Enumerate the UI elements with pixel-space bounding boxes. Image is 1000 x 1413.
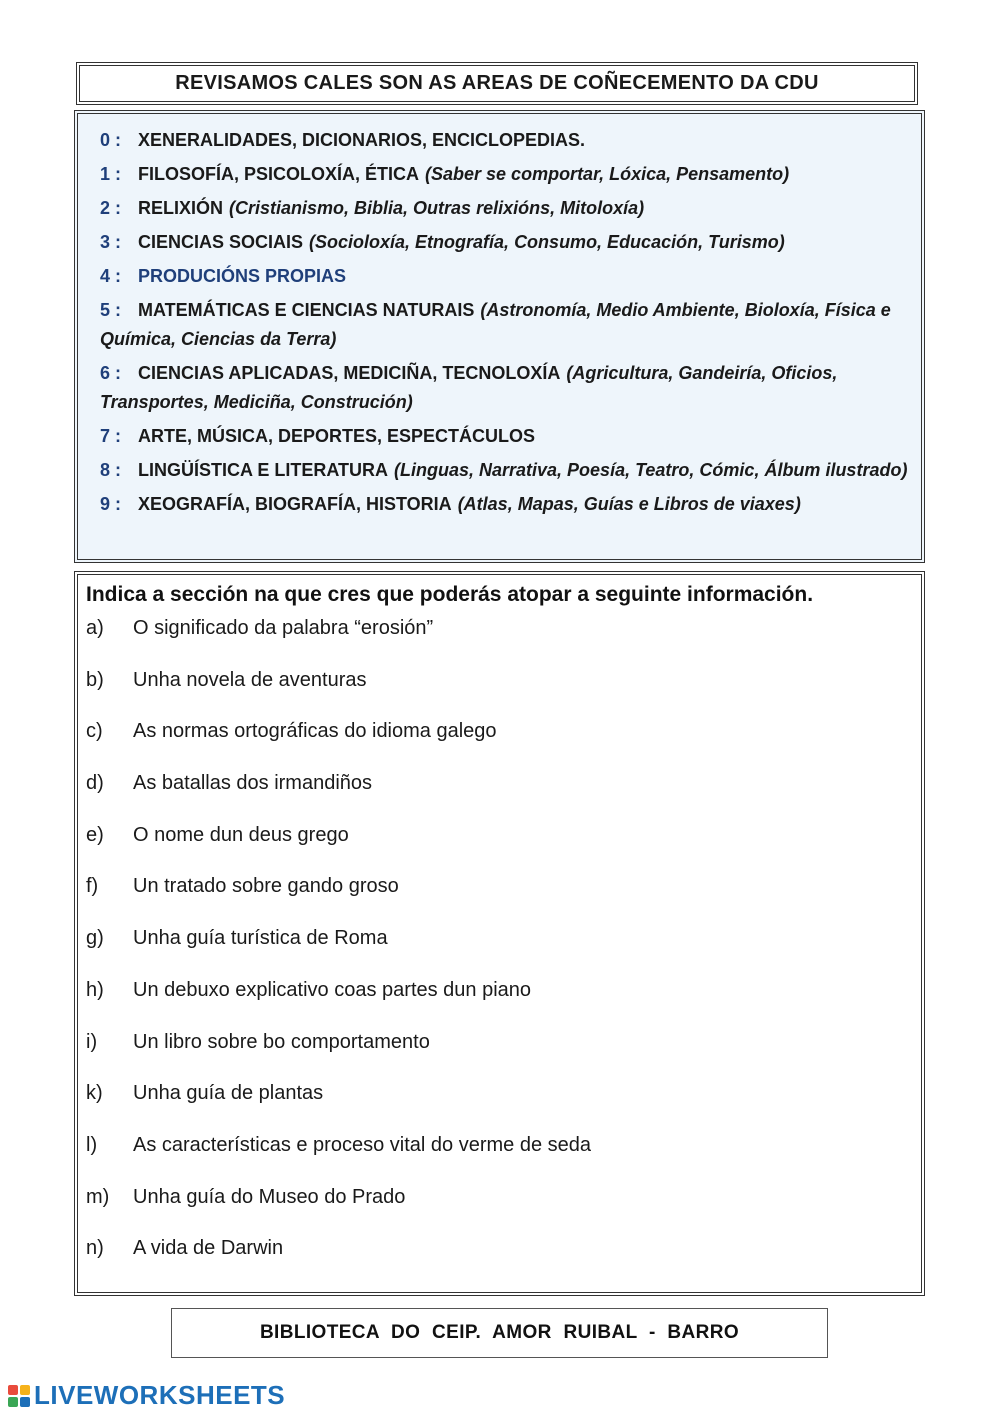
logo-tile xyxy=(8,1397,18,1407)
question-text: O significado da palabra “erosión” xyxy=(133,617,434,639)
cdu-number: 4 : xyxy=(100,266,122,286)
cdu-description: (Agricultura, Gandeiría, Oficios, Transportes, Mediciña, Construción) xyxy=(100,363,838,412)
brand-logo[interactable] xyxy=(8,1380,285,1411)
cdu-description: (Socioloxía, Etnografía, Consumo, Educación, Turismo) xyxy=(309,232,785,252)
cdu-row xyxy=(100,456,911,485)
question-item xyxy=(86,617,913,669)
question-letter: k) xyxy=(86,1082,103,1105)
question-text: Unha guía do Museo do Prado xyxy=(133,1185,406,1208)
cdu-row xyxy=(100,359,911,417)
question-text: A vida de Darwin xyxy=(133,1237,284,1260)
cdu-number: 6 : xyxy=(100,363,122,383)
cdu-name: CIENCIAS SOCIAIS xyxy=(138,232,304,252)
question-text: Un debuxo explicativo coas partes dun piano xyxy=(133,978,532,1001)
cdu-areas-box xyxy=(74,110,925,563)
cdu-name: LINGÜÍSTICA E LITERATURA xyxy=(138,460,388,480)
cdu-row xyxy=(100,296,911,354)
cdu-row xyxy=(100,160,911,189)
footer-text: BIBLIOTECA DO CEIP. AMOR RUIBAL - BARRO xyxy=(259,1322,740,1343)
question-item xyxy=(86,979,913,1031)
question-letter: c) xyxy=(86,720,103,743)
cdu-name: FILOSOFÍA, PSICOLOXÍA, ÉTICA xyxy=(138,164,420,184)
question-item xyxy=(86,824,913,876)
question-letter: f) xyxy=(86,875,99,898)
cdu-row xyxy=(100,126,911,155)
liveworksheets-logo-icon xyxy=(8,1385,30,1407)
question-letter: m) xyxy=(86,1185,110,1208)
logo-tile xyxy=(20,1397,30,1407)
question-text: Unha guía turística de Roma xyxy=(133,927,388,950)
question-letter: n) xyxy=(86,1237,104,1260)
question-text: As normas ortográficas do idioma galego xyxy=(133,720,497,743)
question-letter: d) xyxy=(86,772,104,795)
question-item xyxy=(86,772,913,824)
question-item xyxy=(86,669,913,721)
cdu-number: 1 : xyxy=(100,164,122,184)
cdu-row xyxy=(100,422,911,451)
cdu-number: 8 : xyxy=(100,460,122,480)
question-text: Un tratado sobre gando groso xyxy=(133,875,399,898)
question-item xyxy=(86,720,913,772)
cdu-name: MATEMÁTICAS E CIENCIAS NATURAIS xyxy=(138,300,475,320)
page-title: REVISAMOS CALES SON AS AREAS DE COÑECEMENTO DA CDU xyxy=(175,72,819,94)
cdu-description: (Linguas, Narrativa, Poesía, Teatro, Cómic, Álbum ilustrado) xyxy=(394,460,908,480)
cdu-number: 0 : xyxy=(100,130,122,150)
cdu-row xyxy=(100,228,911,257)
logo-tile xyxy=(20,1385,30,1395)
cdu-name: XEOGRAFÍA, BIOGRAFÍA, HISTORIA xyxy=(138,494,452,514)
question-text: Unha guía de plantas xyxy=(133,1082,324,1105)
question-item xyxy=(86,875,913,927)
question-text: Unha novela de aventuras xyxy=(133,668,367,691)
question-letter: a) xyxy=(86,617,104,639)
question-text: As batallas dos irmandiños xyxy=(133,772,373,795)
brand-name: LIVEWORKSHEETS xyxy=(34,1380,286,1410)
question-letter: l) xyxy=(86,1133,98,1156)
cdu-number: 5 : xyxy=(100,300,122,320)
questions-box xyxy=(74,571,925,1296)
question-item xyxy=(86,1237,913,1289)
question-item xyxy=(86,1082,913,1134)
cdu-name: PRODUCIÓNS PROPIAS xyxy=(138,266,347,286)
question-letter: e) xyxy=(86,823,104,846)
cdu-row xyxy=(100,262,911,291)
question-letter: b) xyxy=(86,668,104,691)
question-letter: h) xyxy=(86,978,104,1001)
question-text: As características e proceso vital do verme de seda xyxy=(133,1133,591,1156)
question-letter: g) xyxy=(86,927,104,950)
cdu-description: (Atlas, Mapas, Guías e Libros de viaxes) xyxy=(457,494,801,514)
logo-tile xyxy=(8,1385,18,1395)
question-letter: i) xyxy=(86,1030,98,1053)
cdu-number: 3 : xyxy=(100,232,122,252)
question-text: Un libro sobre bo comportamento xyxy=(133,1030,430,1053)
cdu-number: 9 : xyxy=(100,494,122,514)
cdu-row xyxy=(100,194,911,223)
cdu-name: XENERALIDADES, DICIONARIOS, ENCICLOPEDIAS. xyxy=(138,130,586,150)
cdu-row xyxy=(100,490,911,519)
cdu-name: CIENCIAS APLICADAS, MEDICIÑA, TECNOLOXÍA xyxy=(138,363,561,383)
question-item xyxy=(86,1134,913,1186)
cdu-number: 2 : xyxy=(100,198,122,218)
question-item xyxy=(86,1031,913,1083)
question-list xyxy=(86,617,913,1289)
cdu-name: RELIXIÓN xyxy=(138,198,224,218)
footer-box xyxy=(171,1308,828,1358)
question-item xyxy=(86,1186,913,1238)
cdu-description: (Saber se comportar, Lóxica, Pensamento) xyxy=(425,164,790,184)
cdu-name: ARTE, MÚSICA, DEPORTES, ESPECTÁCULOS xyxy=(138,426,536,446)
cdu-description: (Astronomía, Medio Ambiente, Bioloxía, Física e Química, Ciencias da Terra) xyxy=(100,300,891,349)
cdu-number: 7 : xyxy=(100,426,122,446)
question-item xyxy=(86,927,913,979)
question-text: O nome dun deus grego xyxy=(133,823,349,846)
cdu-description: (Cristianismo, Biblia, Outras relixións, Mitoloxía) xyxy=(229,198,645,218)
instruction-heading: Indica a sección na que cres que poderás atopar a seguinte información. xyxy=(86,583,814,606)
title-box xyxy=(76,62,918,105)
